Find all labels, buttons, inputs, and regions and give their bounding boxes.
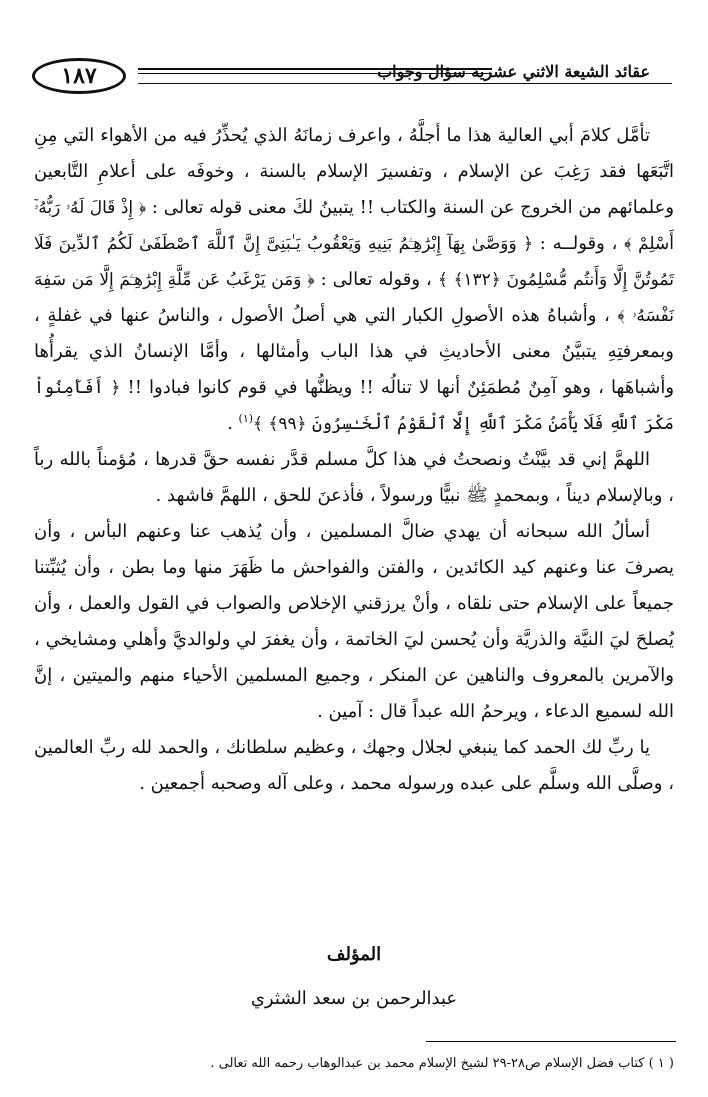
page-header [30,56,672,102]
paragraph [34,118,674,442]
author-name: عبدالرحمن بن سعد الشثري [250,988,458,1009]
footnote-separator [426,1041,676,1042]
author-label: المؤلف [326,944,382,965]
text-segment: أسألُ الله سبحانه أن يهدي ضالَّ المسلمين ، وأن يُذهب عنا وعنهم البأس ، وأن يصرفَ عنا وعنهم كيد الكائدين ، والفتن والفواحش ما ظَهَرَ منها وما بطن ، وأن يُثبِّتنا جميعاً على الإسلام حتى نلقاه ، وأنْ يرزقني الإخلاص والصواب في القول والعمل ، وأن يُصلحَ ليَ النيَّة والذريَّة وأن يُحسن ليَ الخاتمة ، وأن يغفرَ لي ولوالديَّ وأهلي ومشايخي ، والآمرين بالمعروف والناهين عن المنكر ، وجميع المسلمين الأحياء منهم والميتين ، إنَّ الله لسميع الدعاء ، ويرحمُ الله عبداً قال : آمين . [34,521,674,722]
text-segment: . [227,413,239,434]
footnote: ( ١ ) كتاب فضل الإسلام ص٢٨-٢٩ لشيخ الإسلام محمد بن عبدالوهاب رحمه الله تعالى . [210,1056,674,1071]
quran-verse: ﴿ أَفَأَمِنُواْ مَكْرَ ٱللَّهِ فَلَا يَأْمَنُ مَكْرَ ٱللَّهِ إِلَّا ٱلْقَوْمُ ٱلْخَـٰسِرُونَ ﴿٩٩﴾ ﴾ [34,378,674,434]
text-segment: اللهمَّ إني قد بيَّنْتُ ونصحتُ في هذا كلَّ مسلم قدَّر نفسه حقَّ قدرها ، مُؤمناً بالله رباً ، وبالإسلام ديناً ، وبمحمدٍ ﷺ نبيًّا ورسولاً ، فأذعنَ للحق ، اللهمَّ فاشهد . [34,449,674,506]
quran-verse: ﴿ إِذْ قَالَ لَهُۥ رَبُّهُۥٓ أَسْلِمْ ﴾ [34,198,674,254]
text-segment: ، وأشباهُ هذه الأصولِ الكبار التي هي أصلُ الأصول ، والناسُ عنها في غفلةٍ ، وبمعرفتِهِ يتبيَّنُ معنى الأحاديثِ في هذا الباب وأمثالها ، وأمَّا الإنسانُ الذي يقرأُها وأشباهَها ، وهو آمِنٌ مُطمَئِنٌ أنها لا تنالُه !! ويظنُّها في قوم كانوا فبادوا !! [34,305,675,398]
text-segment: ، وقوله تعالى : [314,269,438,290]
paragraph [34,514,674,730]
page-number: ١٨٧ [32,58,126,94]
footnote-marker: (١) [238,412,254,425]
paragraph [34,730,674,802]
text-segment: يا ربِّ لك الحمد كما ينبغي لجلال وجهك ، وعظيم سلطانك ، والحمد لله ربِّ العالمين ، وصلَّى الله وسلَّم على عبده ورسوله محمد ، وعلى آله وصحبه أجمعين . [34,737,674,794]
text-segment: تأمَّل كلامَ أبي العالية هذا ما أجلَّهُ ، واعرف زمانَهُ الذي يُحذِّرُ فيه من الأهواء التي مِنِ اتَّبَعَها فقد رَغِبَ عن الإسلام ، وتفسيرَ الإسلام بالسنة ، وخوفَه على أعلامِ التَّابعين وعلمائهم من الخروج عن السنة والكتاب !! يتبينُ لكَ معنى قوله تعالى : [34,125,675,218]
quran-verse: ﴿ وَوَصَّىٰ بِهَآ إِبْرَٰهِـۧمُ بَنِيهِ وَيَعْقُوبُ يَـٰبَنِىَّ إِنَّ ٱللَّهَ ٱصْطَفَىٰ لَكُمُ ٱلدِّينَ فَلَا تَمُوتُنَّ إِلَّا وَأَنتُم مُّسْلِمُونَ ﴿١٣٢﴾ ﴾ [34,234,674,290]
header-rule-underline [138,83,672,84]
paragraph [34,442,674,514]
quran-verse: ﴿ وَمَن يَرْغَبُ عَن مِّلَّةِ إِبْرَٰهِـۧمَ إِلَّا مَن سَفِهَ نَفْسَهُۥ ﴾ [34,270,674,326]
text-segment: ، وقولــه : [533,233,625,254]
body-text [34,118,674,802]
book-title: عقائد الشيعة الاثني عشرية سؤال وجواب [377,62,650,81]
